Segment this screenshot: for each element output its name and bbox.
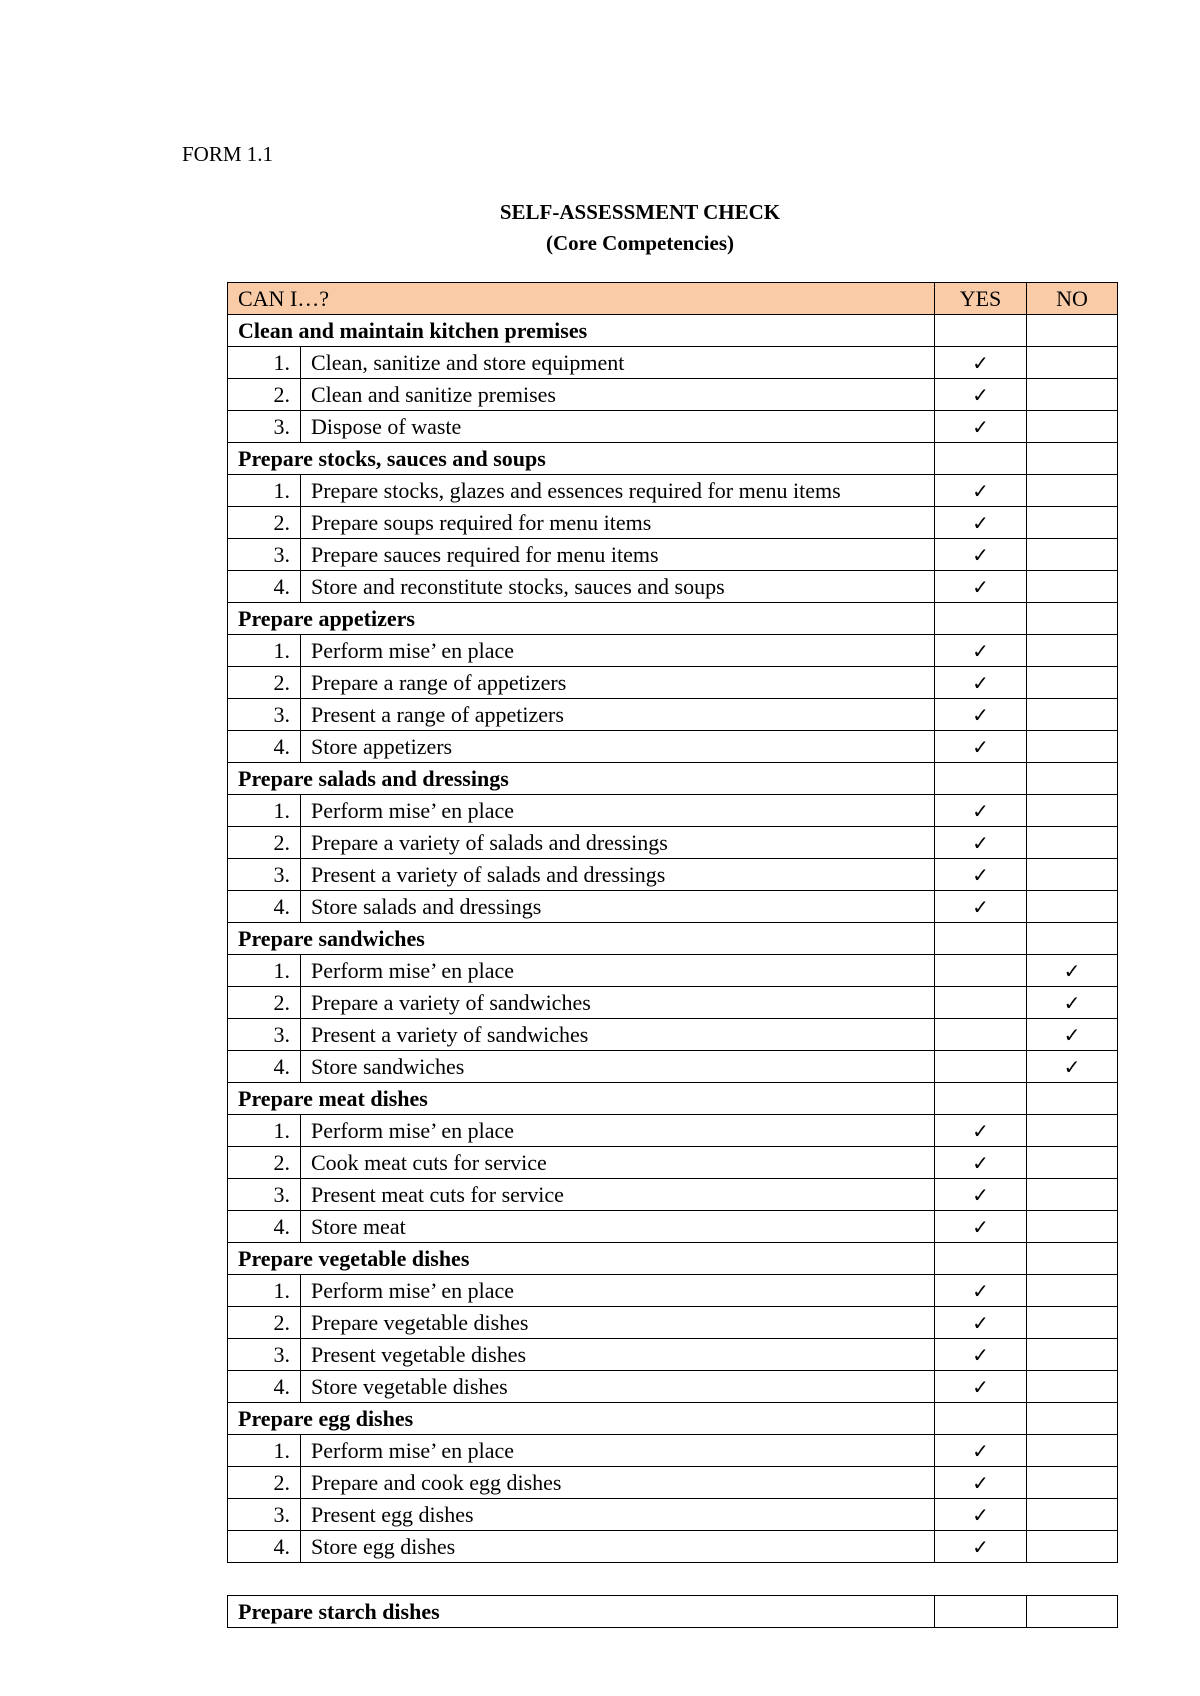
item-number: 3. [228, 1179, 301, 1211]
item-row [228, 411, 1118, 443]
self-assessment-table [227, 282, 1118, 1563]
item-row [228, 1179, 1118, 1211]
checkmark-icon: ✓ [972, 1342, 989, 1367]
item-row [228, 859, 1118, 891]
item-number: 2. [228, 827, 301, 859]
no-cell [1027, 891, 1118, 923]
yes-cell [935, 507, 1027, 539]
no-cell [1027, 1211, 1118, 1243]
item-row [228, 1115, 1118, 1147]
no-cell [1027, 1179, 1118, 1211]
item-row [228, 827, 1118, 859]
checkmark-icon: ✓ [972, 638, 989, 663]
item-number: 4. [228, 891, 301, 923]
item-text: Prepare a range of appetizers [301, 667, 935, 699]
no-cell [1027, 1467, 1118, 1499]
item-number: 2. [228, 507, 301, 539]
item-row [228, 1275, 1118, 1307]
no-cell [1027, 859, 1118, 891]
no-cell [1027, 1115, 1118, 1147]
yes-cell [935, 987, 1027, 1019]
yes-cell [935, 891, 1027, 923]
item-row [228, 1211, 1118, 1243]
section-row [228, 1083, 1118, 1115]
document-title: SELF-ASSESSMENT CHECK [499, 200, 781, 224]
no-cell [1027, 1051, 1118, 1083]
item-number: 1. [228, 1275, 301, 1307]
item-number: 3. [228, 859, 301, 891]
section-row [228, 1243, 1118, 1275]
no-cell [1027, 475, 1118, 507]
no-cell [1027, 667, 1118, 699]
item-number: 4. [228, 731, 301, 763]
item-text: Store and reconstitute stocks, sauces and soups [301, 571, 935, 603]
table-header-row [228, 283, 1118, 315]
header-can-i: CAN I…? [228, 283, 935, 315]
no-cell [1027, 1147, 1118, 1179]
checkmark-icon: ✓ [972, 862, 989, 887]
item-row [228, 1339, 1118, 1371]
no-cell [1027, 987, 1118, 1019]
checkmark-icon: ✓ [972, 702, 989, 727]
yes-cell [935, 1115, 1027, 1147]
checkmark-icon: ✓ [972, 542, 989, 567]
yes-cell [935, 635, 1027, 667]
section-title: Prepare stocks, sauces and soups [228, 443, 935, 475]
yes-cell [935, 731, 1027, 763]
section-row [228, 443, 1118, 475]
section-yes-cell [935, 1083, 1027, 1115]
item-row [228, 1499, 1118, 1531]
item-row [228, 1051, 1118, 1083]
yes-cell [935, 571, 1027, 603]
section-title: Prepare appetizers [228, 603, 935, 635]
section-no-cell [1027, 763, 1118, 795]
yes-cell [935, 827, 1027, 859]
item-number: 2. [228, 667, 301, 699]
item-row [228, 987, 1118, 1019]
item-text: Prepare sauces required for menu items [301, 539, 935, 571]
item-row [228, 731, 1118, 763]
item-text: Clean and sanitize premises [301, 379, 935, 411]
item-text: Perform mise’ en place [301, 955, 935, 987]
checkmark-icon: ✓ [972, 670, 989, 695]
item-text: Store appetizers [301, 731, 935, 763]
form-number: FORM 1.1 [182, 142, 274, 166]
item-row [228, 1147, 1118, 1179]
item-number: 3. [228, 411, 301, 443]
no-cell [1027, 379, 1118, 411]
checkmark-icon: ✓ [1063, 1022, 1081, 1047]
item-number: 2. [228, 987, 301, 1019]
item-number: 3. [228, 699, 301, 731]
section-no-cell [1027, 1596, 1118, 1628]
section-yes-cell [935, 315, 1027, 347]
section-row [228, 763, 1118, 795]
checkmark-icon: ✓ [972, 1118, 989, 1143]
yes-cell [935, 1339, 1027, 1371]
section-no-cell [1027, 443, 1118, 475]
item-text: Present a variety of salads and dressings [301, 859, 935, 891]
item-row [228, 699, 1118, 731]
item-text: Prepare soups required for menu items [301, 507, 935, 539]
yes-cell [935, 1371, 1027, 1403]
no-cell [1027, 1019, 1118, 1051]
item-number: 2. [228, 379, 301, 411]
checkmark-icon: ✓ [1063, 990, 1081, 1015]
item-number: 1. [228, 955, 301, 987]
item-number: 1. [228, 635, 301, 667]
checkmark-icon: ✓ [972, 414, 989, 439]
item-number: 4. [228, 1211, 301, 1243]
item-text: Store vegetable dishes [301, 1371, 935, 1403]
item-text: Prepare and cook egg dishes [301, 1467, 935, 1499]
section-no-cell [1027, 315, 1118, 347]
item-number: 3. [228, 1499, 301, 1531]
yes-cell [935, 955, 1027, 987]
section-row [228, 315, 1118, 347]
item-row [228, 635, 1118, 667]
yes-cell [935, 1531, 1027, 1563]
item-number: 1. [228, 1115, 301, 1147]
item-text: Perform mise’ en place [301, 1115, 935, 1147]
header-yes: YES [935, 283, 1027, 315]
section-yes-cell [935, 1403, 1027, 1435]
yes-cell [935, 1179, 1027, 1211]
section-yes-cell [935, 603, 1027, 635]
checkmark-icon: ✓ [972, 1310, 989, 1335]
item-text: Store egg dishes [301, 1531, 935, 1563]
no-cell [1027, 1531, 1118, 1563]
item-number: 4. [228, 1531, 301, 1563]
item-number: 4. [228, 1371, 301, 1403]
item-text: Present egg dishes [301, 1499, 935, 1531]
no-cell [1027, 699, 1118, 731]
item-text: Prepare a variety of salads and dressings [301, 827, 935, 859]
yes-cell [935, 1211, 1027, 1243]
checkmark-icon: ✓ [972, 1150, 989, 1175]
yes-cell [935, 699, 1027, 731]
item-text: Prepare a variety of sandwiches [301, 987, 935, 1019]
item-row [228, 347, 1118, 379]
item-number: 1. [228, 795, 301, 827]
checkmark-icon: ✓ [972, 1502, 989, 1527]
item-number: 4. [228, 1051, 301, 1083]
section-title: Prepare sandwiches [228, 923, 935, 955]
item-text: Perform mise’ en place [301, 635, 935, 667]
item-number: 3. [228, 539, 301, 571]
no-cell [1027, 1499, 1118, 1531]
item-text: Present a range of appetizers [301, 699, 935, 731]
item-number: 2. [228, 1307, 301, 1339]
no-cell [1027, 411, 1118, 443]
yes-cell [935, 379, 1027, 411]
section-title: Prepare meat dishes [228, 1083, 935, 1115]
section-no-cell [1027, 923, 1118, 955]
yes-cell [935, 1467, 1027, 1499]
yes-cell [935, 411, 1027, 443]
item-text: Present a variety of sandwiches [301, 1019, 935, 1051]
checkmark-icon: ✓ [972, 1470, 989, 1495]
yes-cell [935, 1307, 1027, 1339]
checkmark-icon: ✓ [972, 1278, 989, 1303]
yes-cell [935, 347, 1027, 379]
no-cell [1027, 955, 1118, 987]
item-number: 1. [228, 347, 301, 379]
no-cell [1027, 795, 1118, 827]
item-row [228, 539, 1118, 571]
checkmark-icon: ✓ [972, 894, 989, 919]
no-cell [1027, 1435, 1118, 1467]
checkmark-icon: ✓ [1063, 1054, 1081, 1079]
item-text: Store salads and dressings [301, 891, 935, 923]
section-row [228, 923, 1118, 955]
section-title: Prepare egg dishes [228, 1403, 935, 1435]
yes-cell [935, 475, 1027, 507]
no-cell [1027, 731, 1118, 763]
no-cell [1027, 539, 1118, 571]
section-no-cell [1027, 1083, 1118, 1115]
item-row [228, 1531, 1118, 1563]
section-yes-cell [935, 443, 1027, 475]
checkmark-icon: ✓ [972, 1438, 989, 1463]
no-cell [1027, 1339, 1118, 1371]
item-text: Prepare stocks, glazes and essences required for menu items [301, 475, 935, 507]
section-row [228, 603, 1118, 635]
checkmark-icon: ✓ [972, 510, 989, 535]
checkmark-icon: ✓ [972, 734, 989, 759]
yes-cell [935, 1147, 1027, 1179]
item-row [228, 795, 1118, 827]
yes-cell [935, 1051, 1027, 1083]
no-cell [1027, 1275, 1118, 1307]
no-cell [1027, 347, 1118, 379]
item-text: Dispose of waste [301, 411, 935, 443]
item-row [228, 1371, 1118, 1403]
yes-cell [935, 1019, 1027, 1051]
checkmark-icon: ✓ [972, 830, 989, 855]
section-yes-cell [935, 763, 1027, 795]
self-assessment-table-continued [227, 1595, 1118, 1628]
yes-cell [935, 667, 1027, 699]
yes-cell [935, 859, 1027, 891]
checkmark-icon: ✓ [972, 798, 989, 823]
section-title: Prepare starch dishes [228, 1596, 935, 1628]
item-text: Perform mise’ en place [301, 1435, 935, 1467]
item-number: 3. [228, 1339, 301, 1371]
item-row [228, 507, 1118, 539]
no-cell [1027, 1371, 1118, 1403]
checkmark-icon: ✓ [972, 382, 989, 407]
checkmark-icon: ✓ [972, 1374, 989, 1399]
checkmark-icon: ✓ [972, 574, 989, 599]
no-cell [1027, 507, 1118, 539]
item-number: 1. [228, 1435, 301, 1467]
section-no-cell [1027, 603, 1118, 635]
no-cell [1027, 571, 1118, 603]
yes-cell [935, 539, 1027, 571]
section-yes-cell [935, 923, 1027, 955]
no-cell [1027, 635, 1118, 667]
checkmark-icon: ✓ [972, 1214, 989, 1239]
checkmark-icon: ✓ [972, 1534, 989, 1559]
yes-cell [935, 1275, 1027, 1307]
item-row [228, 1307, 1118, 1339]
item-row [228, 667, 1118, 699]
item-row [228, 1435, 1118, 1467]
section-yes-cell [935, 1243, 1027, 1275]
item-text: Perform mise’ en place [301, 1275, 935, 1307]
item-row [228, 379, 1118, 411]
section-row [228, 1596, 1118, 1628]
item-row [228, 891, 1118, 923]
section-title: Prepare vegetable dishes [228, 1243, 935, 1275]
no-cell [1027, 827, 1118, 859]
item-text: Present vegetable dishes [301, 1339, 935, 1371]
checkmark-icon: ✓ [972, 350, 989, 375]
item-text: Clean, sanitize and store equipment [301, 347, 935, 379]
item-row [228, 571, 1118, 603]
item-text: Prepare vegetable dishes [301, 1307, 935, 1339]
item-row [228, 955, 1118, 987]
yes-cell [935, 795, 1027, 827]
yes-cell [935, 1499, 1027, 1531]
document-subtitle: (Core Competencies) [546, 231, 734, 255]
yes-cell [935, 1435, 1027, 1467]
header-no: NO [1027, 283, 1118, 315]
item-number: 4. [228, 571, 301, 603]
item-row [228, 1019, 1118, 1051]
section-yes-cell [935, 1596, 1027, 1628]
section-title: Clean and maintain kitchen premises [228, 315, 935, 347]
item-number: 2. [228, 1467, 301, 1499]
item-number: 2. [228, 1147, 301, 1179]
section-title: Prepare salads and dressings [228, 763, 935, 795]
checkmark-icon: ✓ [972, 1182, 989, 1207]
section-no-cell [1027, 1403, 1118, 1435]
item-row [228, 1467, 1118, 1499]
item-row [228, 475, 1118, 507]
item-number: 1. [228, 475, 301, 507]
section-row [228, 1403, 1118, 1435]
item-text: Store meat [301, 1211, 935, 1243]
checkmark-icon: ✓ [1063, 958, 1081, 983]
no-cell [1027, 1307, 1118, 1339]
checkmark-icon: ✓ [972, 478, 989, 503]
item-text: Cook meat cuts for service [301, 1147, 935, 1179]
title-block [0, 197, 1200, 259]
item-text: Perform mise’ en place [301, 795, 935, 827]
section-no-cell [1027, 1243, 1118, 1275]
item-text: Store sandwiches [301, 1051, 935, 1083]
item-number: 3. [228, 1019, 301, 1051]
item-text: Present meat cuts for service [301, 1179, 935, 1211]
